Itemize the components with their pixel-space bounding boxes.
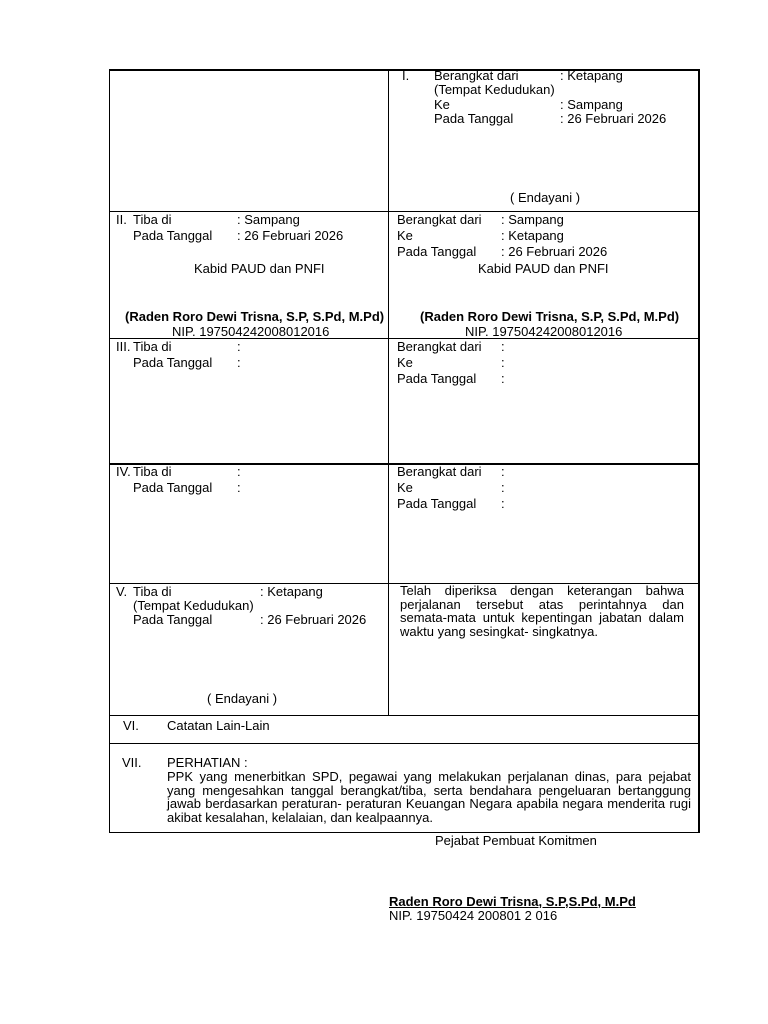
section-number: V.: [116, 584, 128, 599]
section-number: VII.: [122, 755, 142, 770]
date-label: Pada Tanggal: [397, 371, 477, 386]
to-value: : Ketapang: [501, 228, 564, 243]
date-label: Pada Tanggal: [133, 355, 213, 370]
signatory-nip: NIP. 19750424 200801 2 016: [389, 908, 558, 923]
attention-text: PPK yang menerbitkan SPD, pegawai yang melakukan perjalanan dinas, para pejabat yang mengesahkan tanggal berangkat/tiba, serta bendahara pengeluaran bertanggung jawab berdasarkan peraturan- peraturan Keuangan Negara apabila negara menderita rugi akibat kesalahan, kelalaian, dan kealpaannya.: [167, 769, 691, 825]
date-value: : 26 Februari 2026: [260, 612, 367, 627]
table-border-left: [109, 69, 110, 833]
column-divider: [388, 69, 389, 716]
to-value: :: [501, 480, 505, 495]
arrive-label: Tiba di: [133, 584, 172, 599]
signatory-name: Raden Roro Dewi Trisna, S.P,S.Pd, M.Pd: [389, 894, 636, 909]
date-label: Pada Tanggal: [133, 228, 213, 243]
to-value: : Sampang: [560, 97, 623, 112]
date-value: : 26 Februari 2026: [501, 244, 608, 259]
depart-value: :: [501, 464, 505, 479]
arrive-label: Tiba di: [133, 464, 172, 479]
table-border-right: [698, 69, 700, 833]
arrive-value: : Ketapang: [260, 584, 323, 599]
seat-note: (Tempat Kedudukan): [133, 598, 254, 613]
to-label: Ke: [397, 355, 413, 370]
date-value: :: [237, 480, 241, 495]
official-title: Kabid PAUD dan PNFI: [478, 261, 609, 276]
row-divider: [109, 743, 699, 744]
signatory-title: Pejabat Pembuat Komitmen: [435, 833, 597, 848]
date-value: : 26 Februari 2026: [237, 228, 344, 243]
depart-value: : Ketapang: [560, 68, 623, 83]
date-label: Pada Tanggal: [133, 480, 213, 495]
date-label: Pada Tanggal: [397, 496, 477, 511]
date-label: Pada Tanggal: [133, 612, 213, 627]
depart-label: Berangkat dari: [397, 339, 482, 354]
depart-label: Berangkat dari: [397, 212, 482, 227]
arrive-label: Tiba di: [133, 339, 172, 354]
date-value: :: [237, 355, 241, 370]
signer-name: ( Endayani ): [207, 691, 278, 706]
official-nip: NIP. 197504242008012016: [172, 324, 330, 339]
attention-label: PERHATIAN :: [167, 755, 248, 770]
verification-statement: Telah diperiksa dengan keterangan bahwa perjalanan tersebut atas perintahnya dan semata-mata untuk kepentingan jabatan dalam waktu yang sesingkat- singkatnya.: [400, 583, 684, 639]
section-number: VI.: [123, 718, 139, 733]
arrive-value: : Sampang: [237, 212, 300, 227]
to-label: Ke: [434, 97, 450, 112]
official-title: Kabid PAUD dan PNFI: [194, 261, 325, 276]
to-label: Ke: [397, 480, 413, 495]
signer-name: ( Endayani ): [510, 190, 581, 205]
official-name: (Raden Roro Dewi Trisna, S.P, S.Pd, M.Pd): [125, 309, 385, 324]
section-number: I.: [402, 68, 410, 83]
table-border-bottom: [109, 832, 699, 833]
section-number: IV.: [116, 464, 131, 479]
section-number: II.: [116, 212, 127, 227]
date-value: :: [501, 496, 505, 511]
depart-label: Berangkat dari: [397, 464, 482, 479]
arrive-label: Tiba di: [133, 212, 172, 227]
depart-label: Berangkat dari: [434, 68, 519, 83]
official-name: (Raden Roro Dewi Trisna, S.P, S.Pd, M.Pd): [420, 309, 680, 324]
depart-value: : Sampang: [501, 212, 564, 227]
date-value: : 26 Februari 2026: [560, 111, 667, 126]
row-divider: [109, 715, 699, 716]
arrive-value: :: [237, 339, 241, 354]
date-label: Pada Tanggal: [397, 244, 477, 259]
to-value: :: [501, 355, 505, 370]
date-value: :: [501, 371, 505, 386]
arrive-value: :: [237, 464, 241, 479]
date-label: Pada Tanggal: [434, 111, 514, 126]
to-label: Ke: [397, 228, 413, 243]
section-number: III.: [116, 339, 131, 354]
depart-value: :: [501, 339, 505, 354]
notes-label: Catatan Lain-Lain: [167, 718, 270, 733]
seat-note: (Tempat Kedudukan): [434, 82, 555, 97]
official-nip: NIP. 197504242008012016: [465, 324, 623, 339]
